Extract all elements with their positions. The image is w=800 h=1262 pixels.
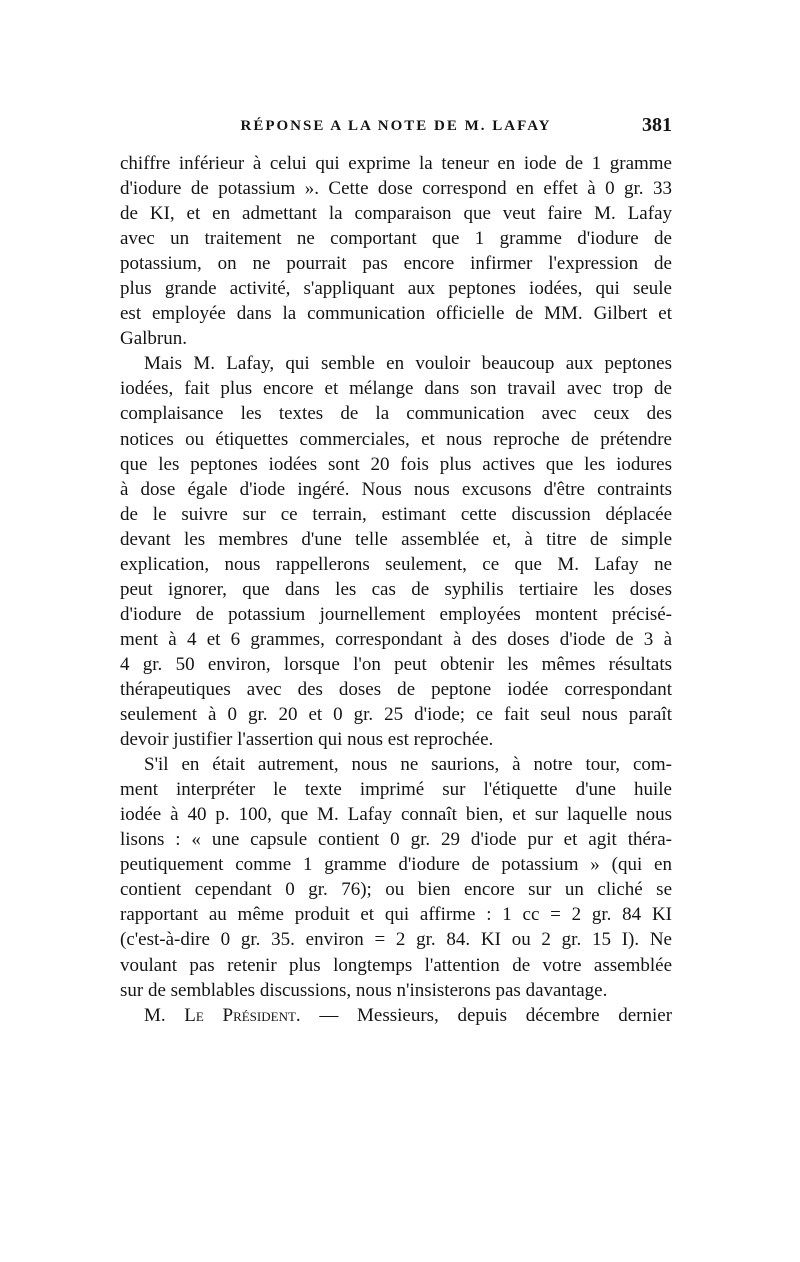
text-line: Galbrun. bbox=[120, 328, 188, 350]
text-line: seulement à 0 gr. 20 et 0 gr. 25 d'iode; ce fait seul nous paraît bbox=[120, 704, 672, 726]
text-line: ment à 4 et 6 grammes, correspondant à des doses d'iode de 3 à bbox=[120, 628, 672, 650]
page-number: 381 bbox=[642, 114, 672, 136]
text-line: chiffre inférieur à celui qui exprime la teneur en iode de 1 gramme bbox=[120, 153, 672, 174]
text-line: devant les membres d'une telle assemblée et, à titre de simple bbox=[120, 528, 672, 550]
text-line: S'il en était autrement, nous ne saurions, à notre tour, com- bbox=[144, 754, 672, 776]
speaker-name: M. Le Président. bbox=[144, 1004, 301, 1026]
text-line: iodée à 40 p. 100, que M. Lafay connaît bien, et sur laquelle nous bbox=[120, 804, 672, 826]
text-line: plus grande activité, s'appliquant aux peptones iodées, qui seule bbox=[120, 278, 672, 300]
text-line: notices ou étiquettes commerciales, et nous reproche de prétendre bbox=[120, 428, 672, 450]
text-line: de le suivre sur ce terrain, estimant cette discussion déplacée bbox=[120, 503, 672, 525]
em-dash: — bbox=[319, 1004, 339, 1026]
text-line: à dose égale d'iode ingéré. Nous nous excusons d'être contraints bbox=[120, 478, 672, 500]
text-line: d'iodure de potassium journellement employées montent précisé- bbox=[120, 603, 672, 625]
body-text bbox=[120, 151, 672, 1028]
running-title: RÉPONSE A LA NOTE DE M. LAFAY bbox=[240, 118, 552, 134]
text-line: Mais M. Lafay, qui semble en vouloir beaucoup aux peptones bbox=[144, 353, 672, 375]
text-line: peutiquement comme 1 gramme d'iodure de potassium » (qui en bbox=[120, 854, 672, 876]
text-line: lisons : « une capsule contient 0 gr. 29 d'iode pur et agit théra- bbox=[120, 829, 672, 851]
text-line: est employée dans la communication officielle de MM. Gilbert et bbox=[120, 303, 672, 325]
speaker-text: Messieurs, depuis décembre dernier bbox=[357, 1004, 673, 1026]
text-line: potassium, on ne pourrait pas encore infirmer l'expression de bbox=[120, 253, 672, 275]
text-line: 4 gr. 50 environ, lorsque l'on peut obtenir les mêmes résultats bbox=[120, 653, 672, 675]
text-line: peut ignorer, que dans les cas de syphilis tertiaire les doses bbox=[120, 578, 672, 600]
text-line: thérapeutiques avec des doses de peptone iodée correspondant bbox=[120, 678, 672, 700]
speaker-line bbox=[120, 1003, 672, 1028]
text-line: voulant pas retenir plus longtemps l'attention de votre assemblée bbox=[120, 954, 672, 976]
text-line: contient cependant 0 gr. 76); ou bien encore sur un cliché se bbox=[120, 879, 672, 901]
text-line: rapportant au même produit et qui affirme : 1 cc = 2 gr. 84 KI bbox=[120, 904, 672, 926]
text-line: de KI, et en admettant la comparaison que veut faire M. Lafay bbox=[120, 203, 672, 225]
text-line: (c'est-à-dire 0 gr. 35. environ = 2 gr. 84. KI ou 2 gr. 15 I). Ne bbox=[120, 929, 672, 951]
text-line: explication, nous rappellerons seulement, ce que M. Lafay ne bbox=[120, 553, 672, 575]
text-line: avec un traitement ne comportant que 1 gramme d'iodure de bbox=[120, 228, 672, 250]
text-line: d'iodure de potassium ». Cette dose correspond en effet à 0 gr. 33 bbox=[120, 178, 672, 200]
text-line: sur de semblables discussions, nous n'insisterons pas davantage. bbox=[120, 979, 608, 1001]
text-line: iodées, fait plus encore et mélange dans son travail avec trop de bbox=[120, 378, 672, 400]
text-line: que les peptones iodées sont 20 fois plus actives que les iodures bbox=[120, 453, 672, 475]
text-line: ment interpréter le texte imprimé sur l'étiquette d'une huile bbox=[120, 779, 672, 801]
text-line: devoir justifier l'assertion qui nous est reprochée. bbox=[120, 729, 494, 751]
running-head bbox=[120, 112, 672, 144]
text-line: complaisance les textes de la communication avec ceux des bbox=[120, 403, 672, 425]
